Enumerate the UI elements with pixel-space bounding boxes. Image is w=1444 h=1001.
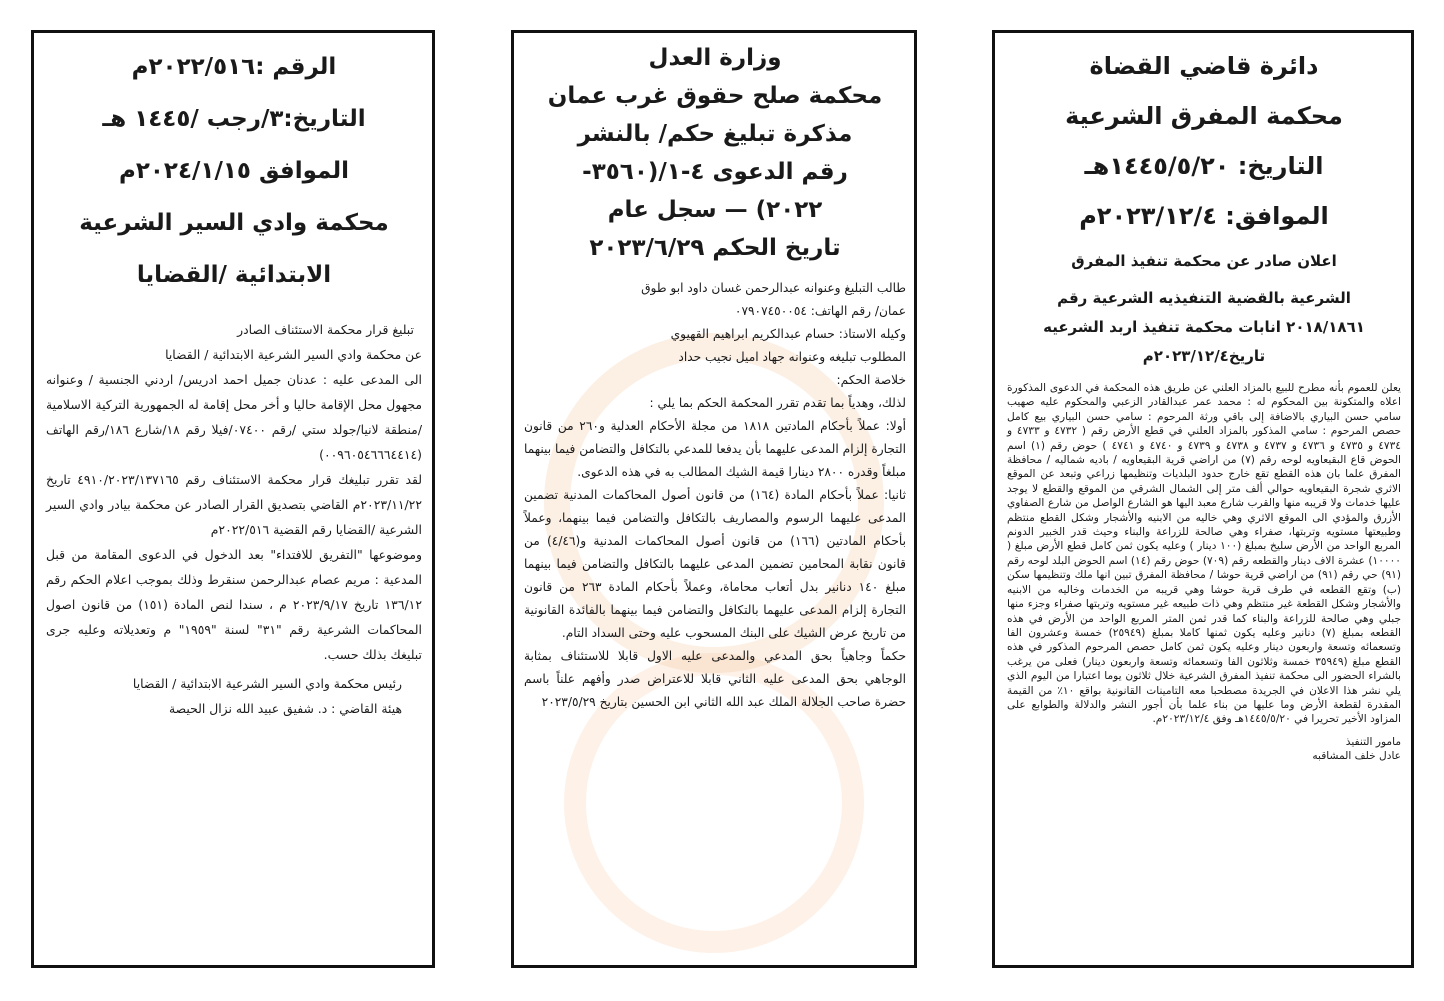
subheading: تاريخ٢٠٢٣/١٢/٤م: [1142, 347, 1266, 365]
signature-name: عادل خلف المشاقبه: [1312, 750, 1401, 763]
subheading: الشرعية بالقضية التنفيذيه الشرعية رقم: [1057, 289, 1351, 307]
paragraph: وكيله الاستاذ: حسام عبدالكريم ابراهيم القهيوي: [670, 327, 906, 341]
heading-notice-type: مذكرة تبليغ حكم/ بالنشر: [577, 121, 853, 147]
paragraph: عمان/ رقم الهاتف: ٠٧٩٠٧٤٥٠٠٥٤: [734, 304, 906, 318]
paragraph: تبليغ قرار محكمة الاستئناف الصادر: [237, 322, 414, 337]
paragraph: خلاصة الحكم:: [836, 373, 906, 387]
notice-wadi-alseer-court: [31, 30, 435, 968]
paragraph: لقد تقرر تبليغك قرار محكمة الاستئناف رقم ٤٩١٠/٢٠٢٣/١٣٧١٦٥ تاريخ ٢٠٢٣/١١/٢٢م القاضي بتصديق القرار الصادر عن محكمة بيادر وادي السير الشرعية /القضايا رقم القضية ٢٠٢٢/٥١٦م: [46, 472, 422, 537]
paragraph: طالب التبليغ وعنوانه عبدالرحمن غسان داود ابو طوق: [641, 281, 906, 295]
paragraph: حكماً وجاهياً بحق المدعي والمدعى عليه الاول قابلا للاستئناف بمثابة الوجاهي بحق المدعى عليه الثاني قابلا للاعتراض صدر وأفهم علناً باسم حضرة صاحب الجلالة الملك عبد الله الثاني ابن الحسين بتاريخ ٢٠٢٣/٥/٢٩: [524, 649, 906, 709]
heading-department: دائرة قاضي القضاة: [1089, 52, 1319, 80]
paragraph: عن محكمة وادي السير الشرعية الابتدائية / القضايا: [165, 347, 422, 362]
signature-title: مامور التنفيذ: [1345, 735, 1401, 748]
paragraph: الى المدعى عليه : عدنان جميل احمد ادريس/ اردني الجنسية / وعنوانه مجهول محل الإقامة حاليا و أخر محل إقامة له الجمهورية التركية الاسلامية /منطقة لانيا/جولد ستي /رقم ٠٧٤٠٠/فيلا رقم ١٨/شارع ١٨٦/رقم الهاتف (٠٠٩٦٠٥٤٦٦٦٤٤١٤): [46, 372, 422, 462]
paragraph: أولا: عملاً بأحكام المادتين ١٨١٨ من مجلة الأحكام العدلية و٢٦٠ من قانون التجارة إلزام المدعى عليهما بأن يدفعا للمدعي بالتكافل والتضامن فيما بينهما مبلغاً وقدره ٢٨٠٠ دينارا قيمة الشيك المطالب به في هذه الدعوى.: [524, 419, 907, 479]
heading-court-name: محكمة وادي السير الشرعية: [79, 210, 389, 236]
paragraph: المطلوب تبليغه وعنوانه جهاد اميل نجيب حداد: [678, 350, 906, 364]
heading-ministry: وزارة العدل: [648, 45, 782, 71]
heading-court-name: محكمة صلح حقوق غرب عمان: [547, 83, 883, 109]
paragraph: وموضوعها "التفريق للافتداء" بعد الدخول في الدعوى المقامة من قبل المدعية : مريم عصام عبدالرحمن سنقرط وذلك بموجب اعلام الحكم رقم ١٣٦/١٢ تاريخ ٢٠٢٣/٩/١٧ م ، سندا لنص المادة (١٥١) من قانون اصول المحاكمات الشرعية رقم "٣١" لسنة "١٩٥٩" م وتعديلاته وعليه جرى تبليغك بذلك حسب.: [46, 547, 422, 662]
heading-case-number-cont: ٢٠٢٢) — سجل عام: [607, 197, 823, 223]
heading-judgment-date: تاريخ الحكم ٢٠٢٣/٦/٢٩: [589, 235, 841, 261]
notice-mafraq-court: [992, 30, 1414, 968]
heading-court-section: الابتدائية /القضايا: [136, 262, 332, 288]
subheading: اعلان صادر عن محكمة تنفيذ المفرق: [1071, 252, 1337, 270]
paragraph: لذلك، وهدياً بما تقدم تقرر المحكمة الحكم بما يلي :: [649, 396, 906, 410]
heading-court-name: محكمة المفرق الشرعية: [1065, 102, 1343, 130]
notice-body: يعلن للعموم بأنه مطرح للبيع بالمزاد العلني عن طريق هذه المحكمة في الدعوى المذكورة اعلاه والمتكونة بين المحكوم له : محمد عمر عبدالقادر الزعبي والمحكوم عليه صهيب سامي حسن البياري بالاضافة إلى باقي ورثة المرحوم : سامي حسن البياري بيع كامل حصص المرحوم : سامي المذكور بالمزاد العلني في قطع الأرض رقم ( ٤٧٣٢ و ٤٧٣٣ و ٤٧٣٤ و ٤٧٣٥ و ٤٧٣٦ و ٤٧٣٧ و ٤٧٣٨ و ٤٧٣٩ و ٤٧٤٠ و ٤٧٤١ ) حوض رقم (١) اسم الحوض قاع البقيعاويه لوحه رقم (٧) من اراضي قرية البقيعاويه / باديه شماليه / محافظة المفرق علما بان هذه القطع تقع خارج حدود البلديات وتنظيمها زراعي وتبعد عن الموقع الاثري شجرة البقيعاويه حوالي ألف متر إلى الشمال الشرقي من الموقع والقطع لا يوجد عليها خدمات ولا قريبه منها والقرب شارع معبد اليها هو الشارع الواصل من شارع الصفاوي الأزرق والمؤدي الى الموقع الاثري وهي خاليه من الابنيه والأشجار وشكل القطع منتظم وطبيعتها مستويه وتربتها، صفراء وهي صالحة للزراعة والبناء وحيث قدر الخبير الدونم المربع الواحد من الأرض سليخ بمبلغ (١٠٠ دينار ) وعليه يكون ثمن كامل قطع الأرض مبلغ ( ١٠٠٠٠) عشرة الاف دينار والقطعه رقم (٧٠٩) حوض رقم (١٤) اسم الحوض البلد لوحه رقم (٩١) حي رقم (٩١) من اراضي قرية حوشا / محافظة المفرق تبين انها ملك وتنظيمها سكن (ب) وتقع القطعه في طرف قرية حوشا وهي قريبه من الخدمات وخاليه من الابنيه والأشجار وشكل القطعة غير منتظم وهي ذات طبيعه غير مستويه وتربتها صفراء وجزء منها جبلي وهي صالحة للزراعة والبناء كما قدر ثمن المتر المربع الواحد من الأرض في هذه القطعه بمبلغ (٧) دنانير وعليه يكون ثمنها كاملا بمبلغ (٢٥٩٤٩) خمسة وعشرون الفا وتسعمائه وتسعة واربعون دينار وعليه يكون ثمن كامل حصص المرحوم المذكور في هذه القطع مبلغ (٣٥٩٤٩ خمسة وثلاثون الفا وتسعمائه وتسعة واربعون دينار) فعلى من يرغب بالشراء الحضور الى محكمة تنفيذ المفرق الشرعية خلال ثلاثون يوما اعتبارا من اليوم الذي يلي نشر هذا الاعلان في الجريدة مصطحبا معه التامينات القانونية بواقع ١٠٪ من القيمة المقدرة لقطعة الأرض وما عليها من بناء علما بأن أجور النشر والدلالة والطوابع على المزاود الأخير تحريرا في ١٤٤٥/٥/٢٠هـ وفق ٢٠٢٣/١٢/٤م.: [1007, 382, 1402, 726]
subheading: ٢٠١٨/١٨٦١ انابات محكمة تنفيذ اربد الشرعيه: [1043, 318, 1365, 336]
heading-hijri-date: التاريخ:٣/رجب /١٤٤٥ هـ: [102, 106, 366, 132]
heading-hijri-date: التاريخ: ١٤٤٥/٥/٢٠هـ: [1084, 152, 1324, 180]
signature-court-head: رئيس محكمة وادي السير الشرعية الابتدائية / القضايا: [132, 676, 402, 691]
heading-gregorian-date: الموافق ٢٠٢٤/١/١٥م: [119, 158, 349, 184]
notice-west-amman-court: [511, 30, 917, 968]
signature-judge: هيئة القاضي : د. شفيق عبيد الله نزال الحيصة: [168, 701, 402, 716]
notice-body: [524, 277, 906, 714]
heading-number: الرقم :٢٠٢٢/٥١٦م: [131, 54, 337, 80]
heading-case-number: رقم الدعوى ٤-١/(٣٥٦٠-: [582, 159, 848, 185]
signature: [1007, 735, 1401, 764]
paragraph: ثانيا: عملاً بأحكام المادة (١٦٤) من قانون أصول المحاكمات المدنية تضمين المدعى عليهما الرسوم والمصاريف بالتكافل والتضامن فيما بينهما، وعملاً بأحكام المادتين (١٦٦) من قانون أصول المحاكمات المدنية و(٤/٤٦) من قانون نقابة المحامين تضمين المدعى عليهما بالتكافل والتضامن فيما بينهما مبلغ ١٤٠ دنانير بدل أتعاب محاماة، وعملاً بأحكام المادة ٢٦٣ من قانون التجارة إلزام المدعى عليهما بالتكافل والتضامن فيما بينهما بالفائدة القانونية من تاريخ عرض الشيك على البنك المسحوب عليه وحتى السداد التام.: [524, 488, 907, 640]
heading-gregorian-date: الموافق: ٢٠٢٣/١٢/٤م: [1079, 202, 1329, 230]
notice-body: [46, 317, 422, 721]
